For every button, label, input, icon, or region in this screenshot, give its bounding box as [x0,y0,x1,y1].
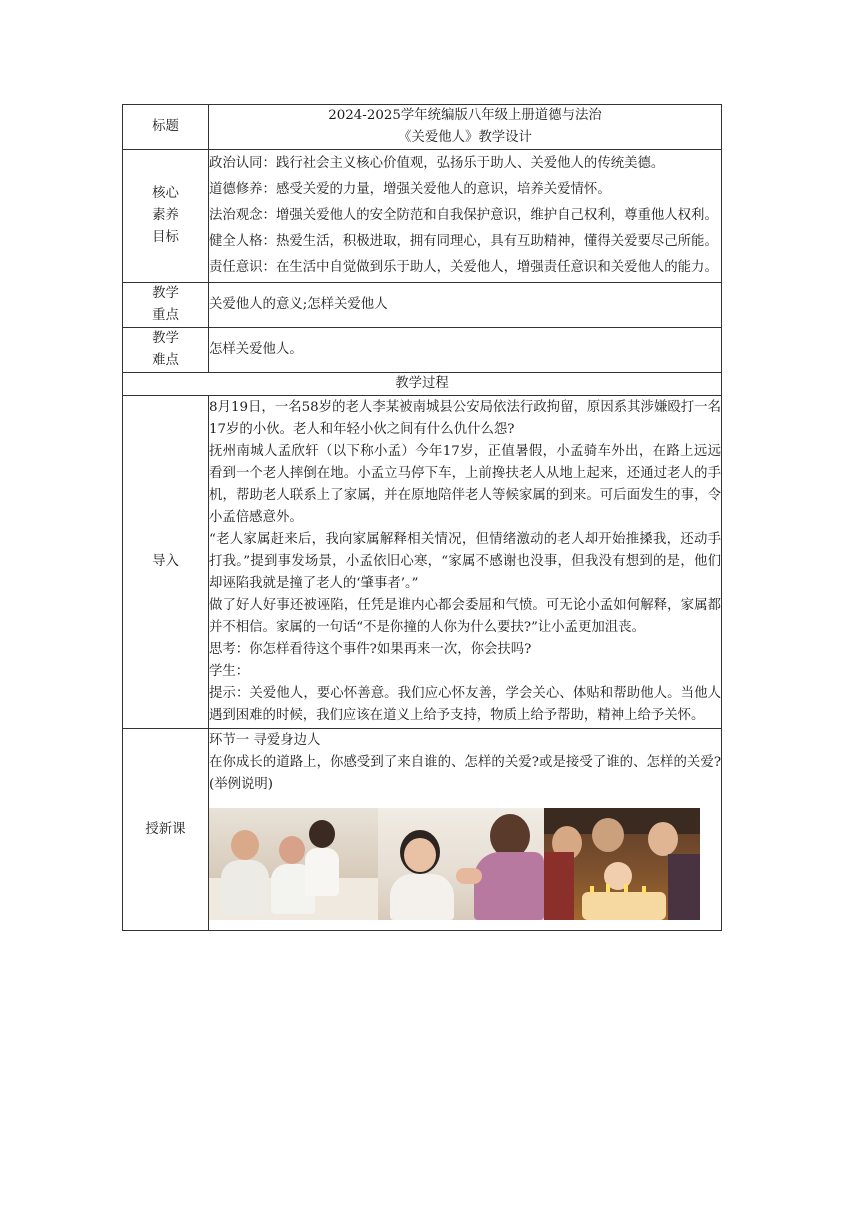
difficult-points-text: 怎样关爱他人。 [209,328,722,373]
title-cell [209,105,722,150]
core-goals-label-line-3: 目标 [152,230,179,245]
new-lesson-row [123,729,722,931]
key-points-row [123,283,722,328]
title-line-1: 2024-2025学年统编版八年级上册道德与法治 [328,108,602,123]
title-row [123,105,722,150]
intro-student: 学生： [209,664,250,679]
difficult-points-label-line-1: 教学 [152,331,179,346]
title-label: 标题 [123,105,209,150]
birthday-cake-photo [544,808,700,920]
key-points-label-line-1: 教学 [152,286,179,301]
intro-paragraph: 做了好人好事还被诬陷，任凭是谁内心都会委屈和气愤。可无论小孟如何解释，家属都并不相信。家属的一句话“不是你撞的人你为什么要扶?”让小孟更加沮丧。 [209,598,721,635]
intro-content [209,396,722,729]
core-goals-label-line-1: 核心 [152,186,179,201]
key-points-text: 关爱他人的意义;怎样关爱他人 [209,283,722,328]
core-goals-label [123,150,209,283]
title-line-2: 《关爱他人》教学设计 [398,130,532,145]
goal-law: 法治观念：增强关爱他人的安全防范和自我保护意识，维护自己权利，尊重他人权利。 [209,208,718,223]
new-lesson-label: 授新课 [123,729,209,931]
goal-political: 政治认同：践行社会主义核心价值观，弘扬乐于助人、关爱他人的传统美德。 [209,156,665,171]
intro-label: 导入 [123,396,209,729]
process-heading: 教学过程 [123,373,722,396]
goal-personality: 健全人格：热爱生活，积极进取，拥有同理心，具有互助精神，懂得关爱要尽己所能。 [209,234,718,249]
key-points-label [123,283,209,328]
goal-responsibility: 责任意识：在生活中自觉做到乐于助人，关爱他人，增强责任意识和关爱他人的能力。 [209,260,718,275]
section-title: 环节一 寻爱身边人 [209,733,321,748]
goal-moral: 道德修养：感受关爱的力量，增强关爱他人的意识，培养关爱情怀。 [209,182,611,197]
new-lesson-content [209,729,722,931]
intro-paragraph: 抚州南城人孟欣轩（以下称小孟）今年17岁，正值暑假，小孟骑车外出，在路上远远看到一个老人摔倒在地。小孟立马停下车，上前搀扶老人从地上起来，还通过老人的手机，帮助老人联系上了家属，并在原地陪伴老人等候家属的到来。可后面发生的事，令小孟倍感意外。 [209,444,721,525]
photo-strip [209,808,721,920]
difficult-points-row [123,328,722,373]
intro-hint: 提示：关爱他人，要心怀善意。我们应心怀友善，学会关心、体贴和帮助他人。当他人遇到困难的时候，我们应该在道义上给予支持，物质上给予帮助，精神上给予关怀。 [209,686,721,723]
section-question: 在你成长的道路上，你感受到了来自谁的、怎样的关爱?或是接受了谁的、怎样的关爱?(举例说明) [209,755,721,792]
difficult-points-label [123,328,209,373]
intro-row [123,396,722,729]
lesson-plan-table [122,104,722,931]
key-points-label-line-2: 重点 [152,308,179,323]
intro-question: 思考：你怎样看待这个事件?如果再来一次，你会扶吗? [209,642,532,657]
core-goals-label-line-2: 素养 [152,208,179,223]
family-sofa-photo [209,808,378,920]
process-heading-row [123,373,722,396]
core-goals-row [123,150,722,283]
mother-daughter-photo [378,808,544,920]
intro-paragraph: 8月19日，一名58岁的老人李某被南城县公安局依法行政拘留，原因系其涉嫌殴打一名17岁的小伙。老人和年轻小伙之间有什么仇什么怨? [209,400,721,437]
core-goals-content [209,150,722,283]
intro-paragraph: “老人家属赶来后，我向家属解释相关情况，但情绪激动的老人却开始推搡我，还动手打我。”提到事发场景，小孟依旧心寒，“家属不感谢也没事，但我没有想到的是，他们却诬陷我就是撞了老人的‘肇事者’。” [209,532,721,591]
difficult-points-label-line-2: 难点 [152,353,179,368]
